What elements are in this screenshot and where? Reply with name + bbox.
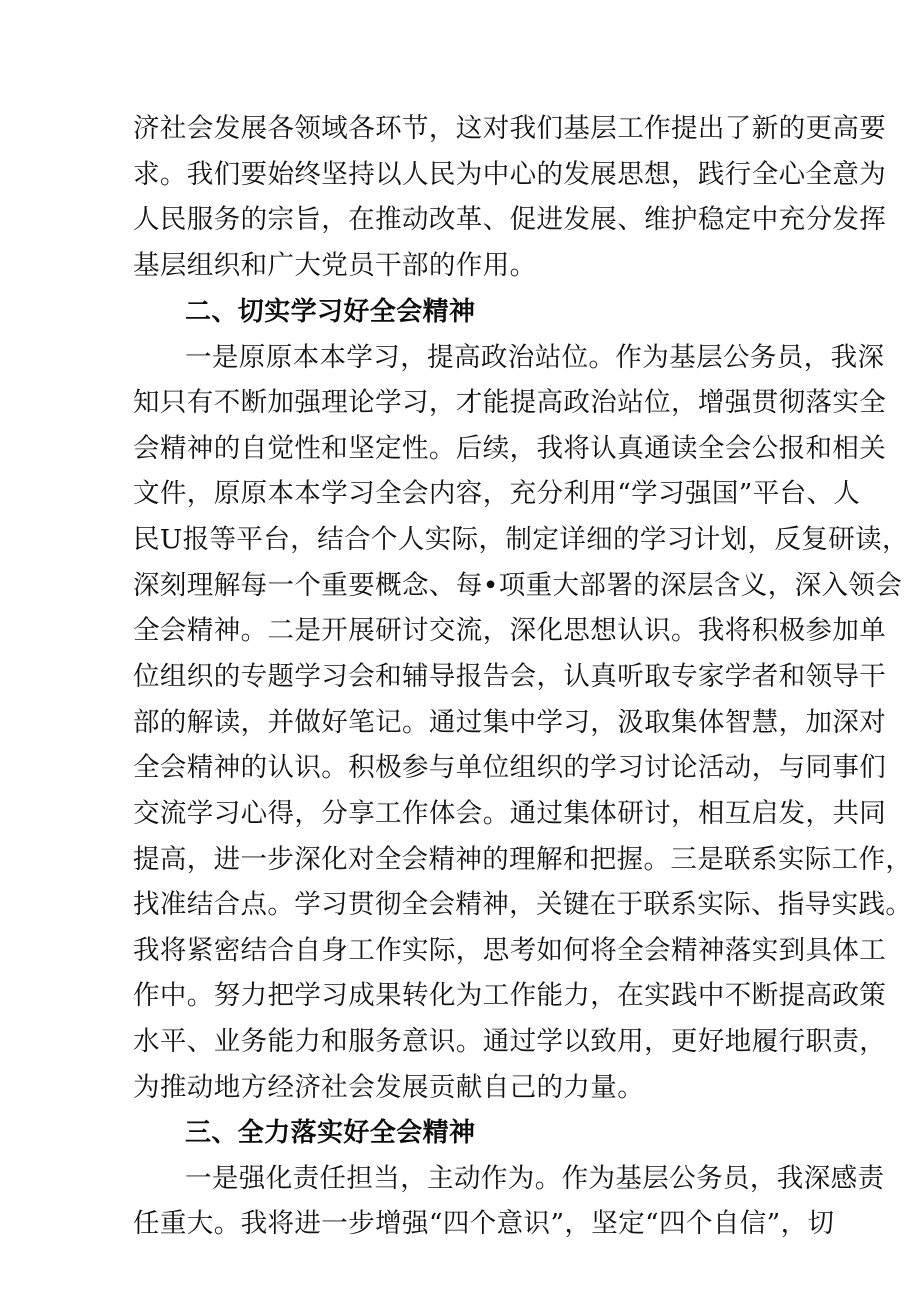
text-line: 部的解读，并做好笔记。通过集中学习，汲取集体智慧，加深对 — [133, 707, 887, 738]
paragraph-first-line: 一是强化责任担当，主动作为。作为基层公务员，我深感责 — [185, 1163, 885, 1194]
text-line: 为推动地方经济社会发展贡献自己的力量。 — [133, 1072, 645, 1103]
section-heading-2: 二、切实学习好全会精神 — [185, 297, 476, 327]
text-line: 提高，进一步深化对全会精神的理解和把握。三是联系实际工作， — [133, 844, 913, 875]
text-line: 任重大。我将进一步增强“四个意识”，坚定“四个自信”，切 — [133, 1208, 835, 1239]
text-line: 民U报等平台，结合个人实际，制定详细的学习计划，反复研读， — [133, 524, 909, 555]
text-line: 人民服务的宗旨，在推动改革、促进发展、维护稳定中充分发挥 — [133, 204, 887, 235]
paragraph-first-line: 一是原原本本学习，提高政治站位。作为基层公务员，我深 — [185, 342, 885, 373]
text-line: 知只有不断加强理论学习，才能提高政治站位，增强贯彻落实全 — [133, 387, 887, 418]
text-line: 深刻理解每一个重要概念、每•项重大部署的深层含义，深入领会 — [133, 570, 903, 601]
text-line: 水平、业务能力和服务意识。通过学以致用，更好地履行职责， — [133, 1026, 887, 1057]
text-line: 位组织的专题学习会和辅导报告会，认真听取专家学者和领导干 — [133, 661, 887, 692]
text-line: 全会精神的认识。积极参与单位组织的学习讨论活动，与同事们 — [133, 752, 887, 783]
text-line: 我将紧密结合自身工作实际，思考如何将全会精神落实到具体工 — [133, 935, 887, 966]
text-line: 全会精神。二是开展研讨交流，深化思想认识。我将积极参加单 — [133, 615, 887, 646]
text-line: 基层组织和广大党员干部的作用。 — [133, 250, 537, 281]
text-line: 会精神的自觉性和坚定性。后续，我将认真通读全会公报和相关 — [133, 433, 887, 464]
text-line: 求。我们要始终坚持以人民为中心的发展思想，践行全心全意为 — [133, 159, 887, 190]
text-line: 作中。努力把学习成果转化为工作能力，在实践中不断提高政策 — [133, 980, 887, 1011]
text-line: 文件，原原本本学习全会内容，充分利用“学习强国”平台、人 — [133, 478, 861, 509]
text-line: 找准结合点。学习贯彻全会精神，关键在于联系实际、指导实践。 — [133, 889, 913, 920]
text-line: 交流学习心得，分享工作体会。通过集体研讨，相互启发，共同 — [133, 798, 887, 829]
section-heading-3: 三、全力落实好全会精神 — [185, 1118, 476, 1148]
text-line: 济社会发展各领域各环节，这对我们基层工作提出了新的更高要 — [133, 113, 887, 144]
